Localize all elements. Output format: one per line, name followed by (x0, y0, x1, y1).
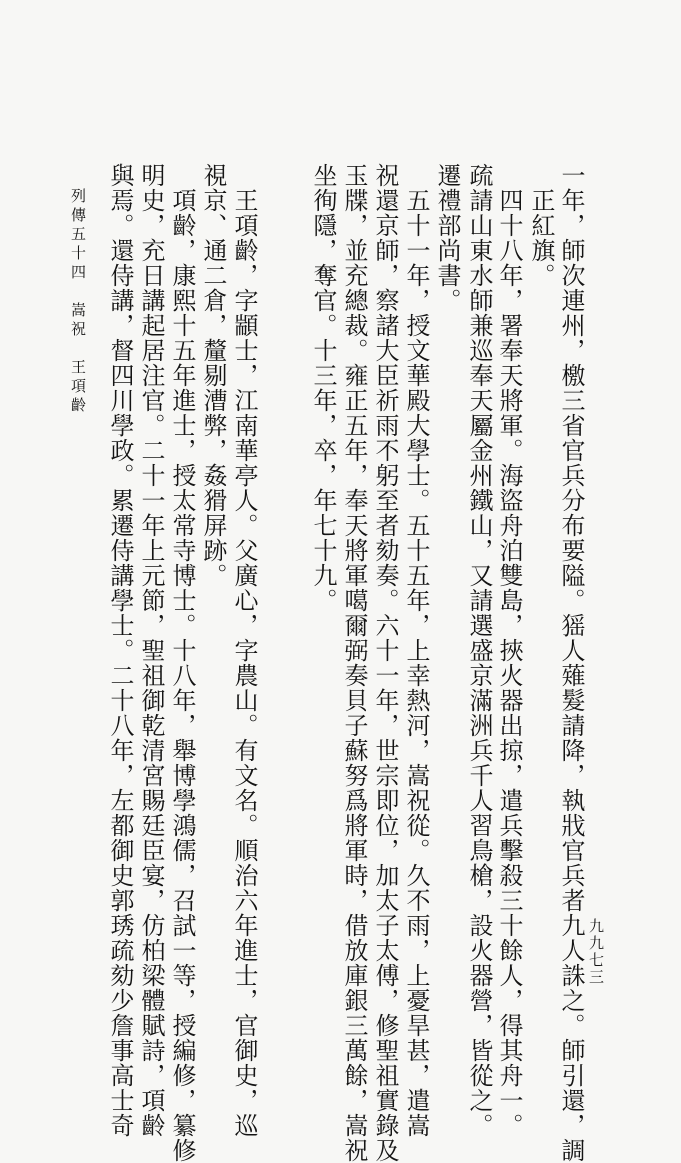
text-column-3: 四十八年，署奉天將軍。海盜舟泊雙島，挾火器出掠，遣兵擊殺三十餘人，得其舟一。 (495, 188, 523, 1138)
text-column-2: 正紅旗。 (527, 188, 555, 288)
page-number: 九九七三 (587, 918, 605, 986)
text-column-8: 玉牒，並充總裁。雍正五年，奉天將軍噶爾弼奏貝子蘇努爲將軍時，借放庫銀三萬餘，嵩祝 (340, 163, 368, 1163)
text-column-13: 明史，充日講起居注官。二十一年上元節，聖祖御乾清宮賜廷臣宴，仿柏梁體賦詩，項齡 (137, 163, 165, 1138)
text-column-4: 疏請山東水師兼巡奉天屬金州鐵山，又請選盛京滿洲兵千人習鳥槍，設火器營，皆從之。 (465, 163, 493, 1138)
text-column-9: 坐徇隱，奪官。十三年，卒，年七十九。 (309, 163, 337, 613)
text-column-12: 項齡，康熙十五年進士，授太常寺博士。十八年，舉博學鴻儒，召試一等，授編修，纂修 (168, 188, 196, 1163)
text-column-5: 遷禮部尚書。 (433, 163, 461, 313)
text-column-7: 祝還京師，察諸大臣祈雨不躬至者劾奏。六十一年，世宗即位，加太子太傅，修聖祖實錄及 (371, 163, 399, 1163)
text-column-1: 一年，師次連州，檄三省官兵分布要隘。猺人薙髮請降，執戕官兵者九人誅之。師引還，調 (557, 163, 585, 1163)
text-column-6: 五十一年，授文華殿大學士。五十五年，上幸熱河，嵩祝從。久不雨，上憂旱甚，遣嵩 (402, 188, 430, 1138)
text-column-10: 王項齡，字顓士，江南華亭人。父廣心，字農山。有文名。順治六年進士，官御史，巡 (230, 188, 258, 1138)
text-column-11: 視京、通二倉，釐剔漕弊，姦猾屏跡。 (199, 163, 227, 588)
text-column-14: 與焉。還侍講，督四川學政。累遷侍講學士。二十八年，左都御史郭琇疏劾少詹事高士奇 (106, 163, 134, 1138)
running-header: 列傳五十四 嵩祝 王項齡 (69, 188, 87, 416)
